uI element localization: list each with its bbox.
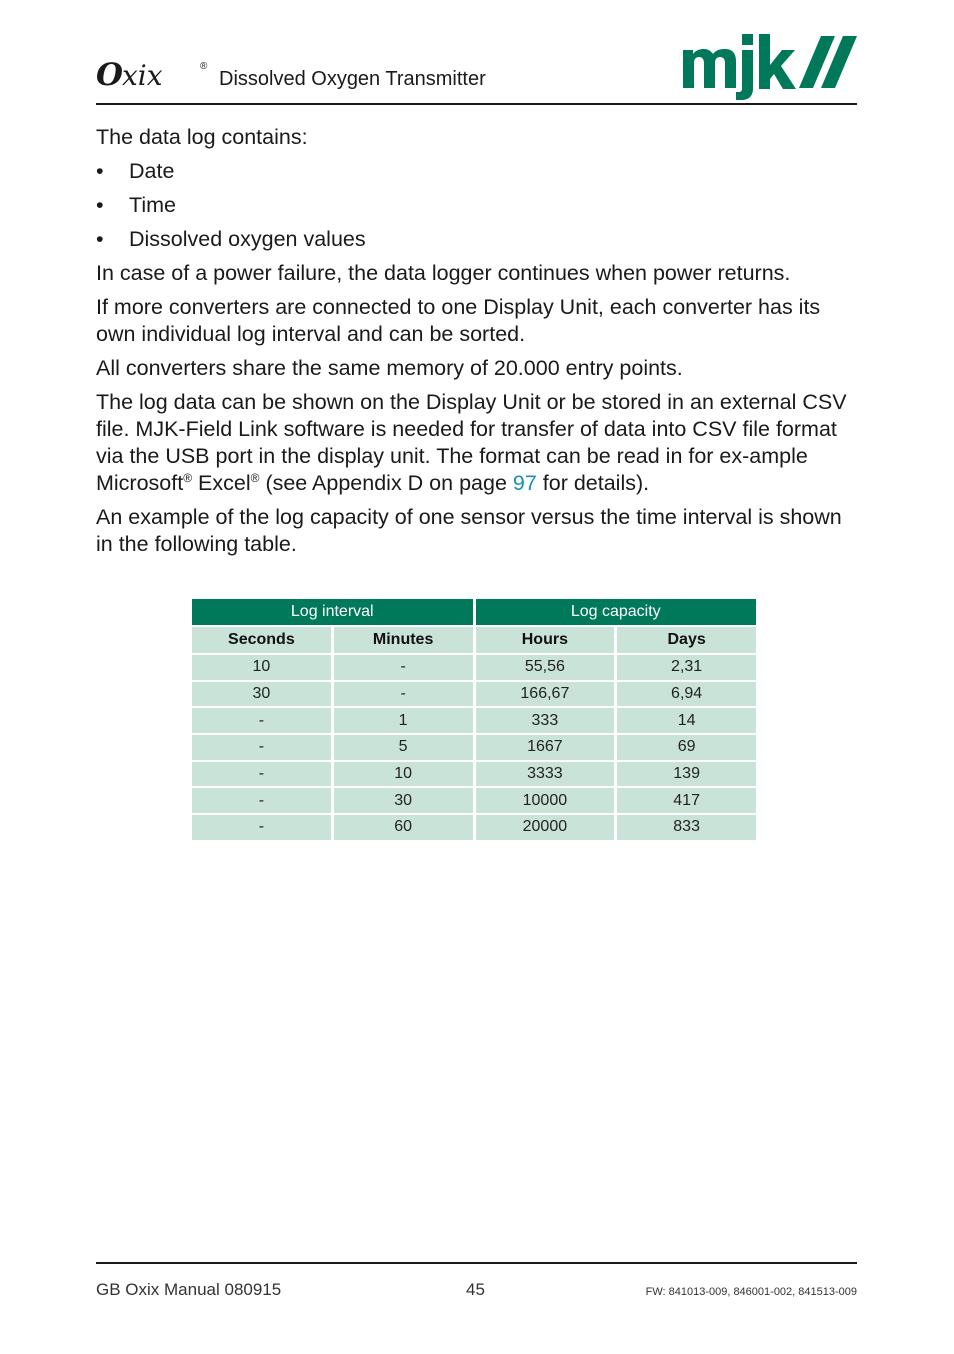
- list-item: [96, 158, 857, 185]
- data-log-list: [96, 158, 857, 253]
- manual-name: GB Oxix Manual 080915: [96, 1280, 282, 1299]
- table-cell: -: [192, 788, 331, 815]
- table-cell: -: [334, 682, 473, 709]
- registered-mark: ®: [200, 61, 208, 72]
- bullet-icon: •: [96, 193, 104, 217]
- list-item: [96, 226, 857, 253]
- table-cell: 10: [192, 655, 331, 682]
- oxix-brand-logo: Oxix: [96, 57, 163, 93]
- body-text: [96, 124, 857, 565]
- table-cell: 3333: [476, 762, 615, 789]
- table-cell: 417: [617, 788, 756, 815]
- table-row: [192, 655, 756, 682]
- table-cell: 30: [334, 788, 473, 815]
- table-row: [192, 735, 756, 762]
- table-cell: 2,31: [617, 655, 756, 682]
- log-capacity-header: Log capacity: [476, 599, 757, 627]
- column-header-hours: Hours: [476, 627, 615, 655]
- registered-mark: ®: [183, 471, 193, 485]
- converters-paragraph: If more converters are connected to one Display Unit, each converter has its own individual log interval and can be sorted.: [96, 295, 821, 346]
- bullet-icon: •: [96, 159, 104, 183]
- table-cell: 833: [617, 815, 756, 842]
- table-cell: -: [192, 762, 331, 789]
- table-intro-paragraph: An example of the log capacity of one sensor versus the time interval is shown in the following table.: [96, 505, 842, 556]
- table-cell: 333: [476, 708, 615, 735]
- firmware-versions: FW: 841013-009, 846001-002, 841513-009: [645, 1286, 857, 1298]
- table-cell: 139: [617, 762, 756, 789]
- list-item-text: Date: [129, 159, 175, 183]
- memory-paragraph: All converters share the same memory of 20.000 entry points.: [96, 356, 683, 380]
- csv-paragraph: [96, 389, 857, 497]
- csv-text-1: The log data can be shown on the Display Unit or be stored in an external CSV file. MJK-Field Link software is needed for transfer of data into CSV file format via the USB port in the display unit. The format can be read in for ex-ample Microsoft: [96, 390, 847, 495]
- table-row: [192, 682, 756, 709]
- page-header: [96, 30, 857, 106]
- log-capacity-table: [192, 599, 756, 842]
- table-cell: 30: [192, 682, 331, 709]
- power-failure-paragraph: In case of a power failure, the data logger continues when power returns.: [96, 261, 791, 285]
- list-item: [96, 192, 857, 219]
- table-row: [192, 815, 756, 842]
- table-cell: 166,67: [476, 682, 615, 709]
- table-cell: -: [192, 815, 331, 842]
- footer-divider: [96, 1262, 857, 1264]
- table-cell: 1667: [476, 735, 615, 762]
- table-row: [192, 788, 756, 815]
- list-item-text: Dissolved oxygen values: [129, 227, 366, 251]
- table-cell: 69: [617, 735, 756, 762]
- table-cell: 10000: [476, 788, 615, 815]
- column-header-seconds: Seconds: [192, 627, 331, 655]
- table-group-header-row: [192, 599, 756, 627]
- list-item-text: Time: [129, 193, 176, 217]
- mjk-logo: [681, 32, 857, 102]
- csv-text-3: (see Appendix D on page: [259, 471, 513, 495]
- header-divider: [96, 103, 857, 105]
- intro-paragraph: The data log contains:: [96, 125, 308, 149]
- column-header-days: Days: [617, 627, 756, 655]
- table-cell: -: [192, 708, 331, 735]
- table-column-header-row: [192, 627, 756, 655]
- table-row: [192, 762, 756, 789]
- column-header-minutes: Minutes: [334, 627, 473, 655]
- table-cell: -: [192, 735, 331, 762]
- page-number: 45: [466, 1280, 485, 1299]
- csv-text-4: for details).: [536, 471, 650, 495]
- document-title: Dissolved Oxygen Transmitter: [219, 68, 486, 90]
- table-cell: 6,94: [617, 682, 756, 709]
- table-cell: 60: [334, 815, 473, 842]
- csv-text-2: Excel: [192, 471, 251, 495]
- table-cell: 1: [334, 708, 473, 735]
- registered-mark: ®: [250, 471, 260, 485]
- table-cell: 5: [334, 735, 473, 762]
- table-cell: 55,56: [476, 655, 615, 682]
- table-cell: 14: [617, 708, 756, 735]
- table-row: [192, 708, 756, 735]
- bullet-icon: •: [96, 227, 104, 251]
- table-cell: -: [334, 655, 473, 682]
- log-interval-header: Log interval: [192, 599, 473, 627]
- table-cell: 20000: [476, 815, 615, 842]
- table-cell: 10: [334, 762, 473, 789]
- page-97-link[interactable]: 97: [512, 471, 537, 495]
